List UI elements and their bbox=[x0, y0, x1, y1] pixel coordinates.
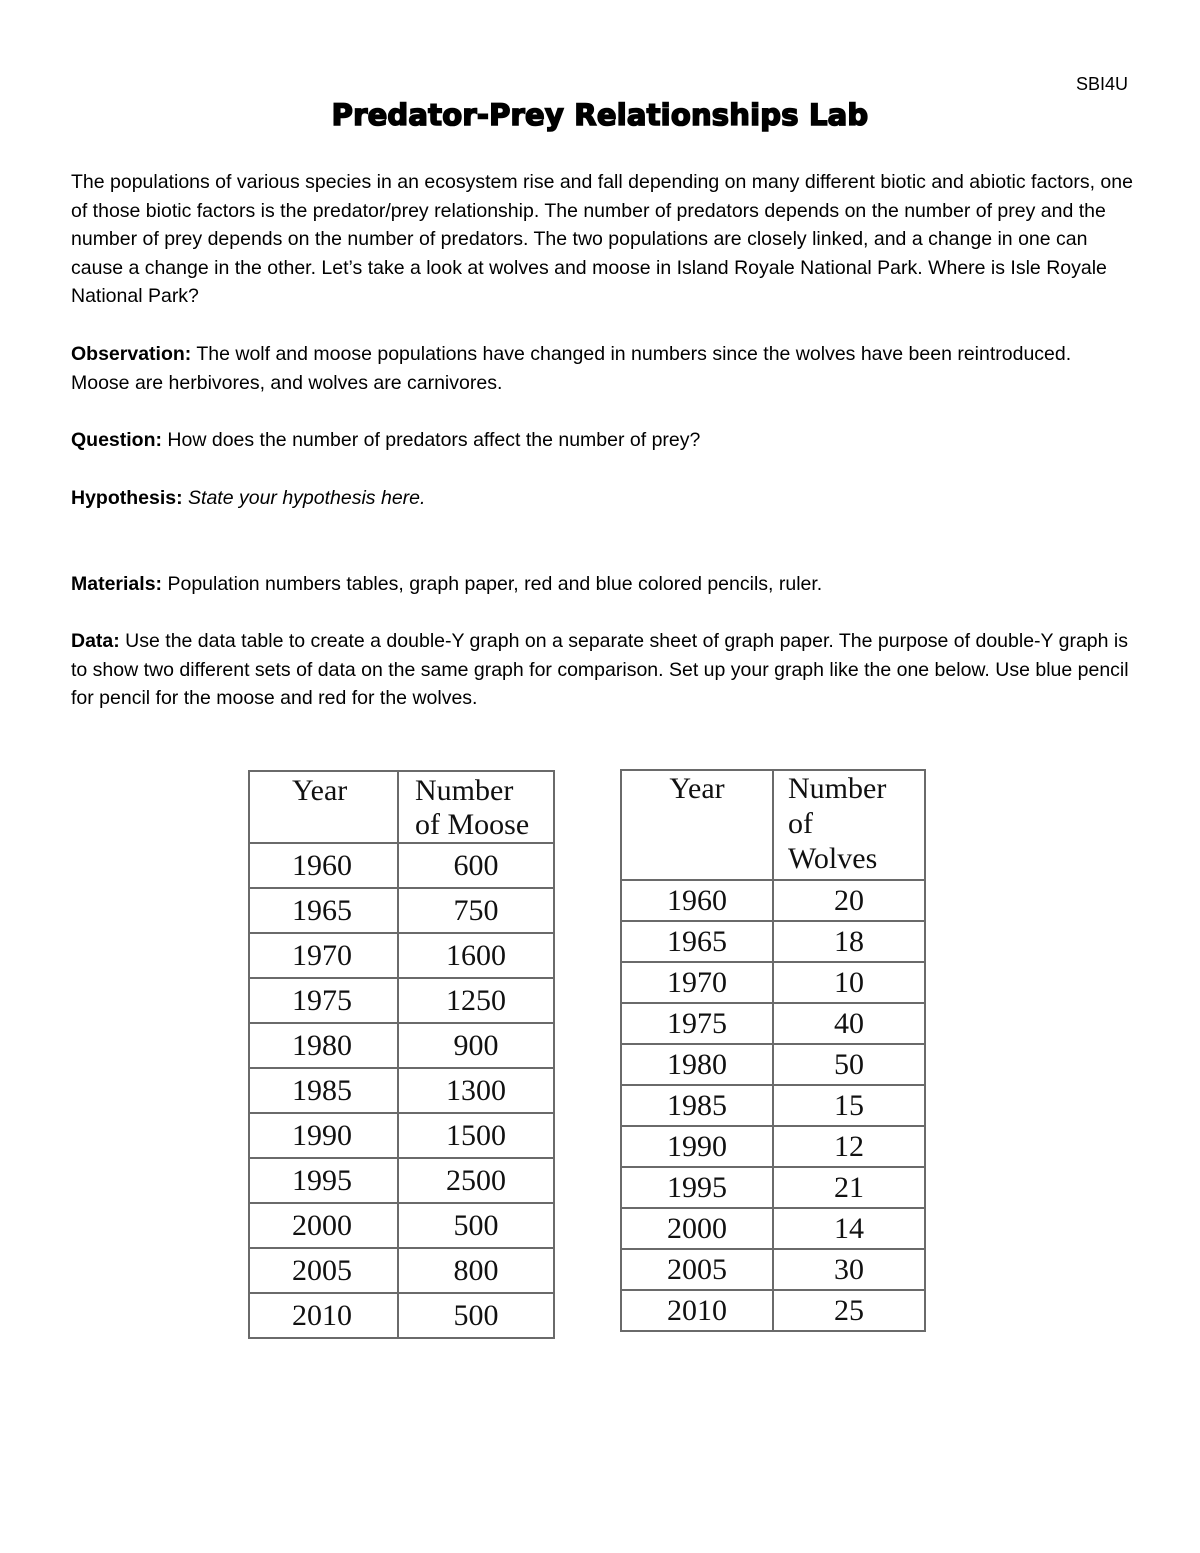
moose-year-cell: 1965 bbox=[249, 888, 398, 933]
wolf-year-cell: 2010 bbox=[621, 1290, 773, 1331]
wolf-table-row bbox=[621, 1003, 925, 1044]
wolf-header-line2: of bbox=[788, 807, 813, 840]
wolf-year-cell: 1970 bbox=[621, 962, 773, 1003]
wolf-table-row bbox=[621, 962, 925, 1003]
wolf-year-cell: 1965 bbox=[621, 921, 773, 962]
moose-year-cell: 1990 bbox=[249, 1113, 398, 1158]
wolf-header-line3: Wolves bbox=[788, 842, 878, 875]
wolf-table-row bbox=[621, 921, 925, 962]
moose-value-cell: 500 bbox=[398, 1203, 554, 1248]
moose-table-row bbox=[249, 1248, 554, 1293]
moose-table-row bbox=[249, 1068, 554, 1113]
moose-value-cell: 750 bbox=[398, 888, 554, 933]
wolf-table-row bbox=[621, 1126, 925, 1167]
moose-table-row bbox=[249, 1023, 554, 1068]
moose-value-cell: 500 bbox=[398, 1293, 554, 1338]
question-paragraph bbox=[71, 426, 1133, 455]
wolf-year-cell: 1985 bbox=[621, 1085, 773, 1126]
wolf-table-row bbox=[621, 1044, 925, 1085]
materials-label: Materials: bbox=[71, 573, 163, 595]
moose-table-row bbox=[249, 888, 554, 933]
hypothesis-paragraph bbox=[71, 484, 1133, 513]
moose-value-cell: 900 bbox=[398, 1023, 554, 1068]
moose-table-row bbox=[249, 1113, 554, 1158]
data-label: Data: bbox=[71, 630, 120, 652]
question-label: Question: bbox=[71, 429, 162, 451]
moose-year-cell: 1975 bbox=[249, 978, 398, 1023]
moose-year-cell: 1980 bbox=[249, 1023, 398, 1068]
wolf-table-row bbox=[621, 1085, 925, 1126]
materials-text: Population numbers tables, graph paper, red and blue colored pencils, ruler. bbox=[162, 573, 823, 595]
wolf-value-cell: 40 bbox=[773, 1003, 925, 1044]
moose-year-cell: 1995 bbox=[249, 1158, 398, 1203]
moose-header-number bbox=[398, 771, 554, 843]
wolf-year-cell: 1990 bbox=[621, 1126, 773, 1167]
wolf-value-cell: 10 bbox=[773, 962, 925, 1003]
moose-year-cell: 2010 bbox=[249, 1293, 398, 1338]
moose-table-row bbox=[249, 1158, 554, 1203]
wolf-table-row bbox=[621, 1249, 925, 1290]
wolf-year-cell: 1975 bbox=[621, 1003, 773, 1044]
moose-table-row bbox=[249, 843, 554, 888]
moose-value-cell: 1250 bbox=[398, 978, 554, 1023]
wolf-value-cell: 21 bbox=[773, 1167, 925, 1208]
moose-value-cell: 600 bbox=[398, 843, 554, 888]
moose-header-line1: Number bbox=[415, 774, 514, 807]
moose-year-cell: 1985 bbox=[249, 1068, 398, 1113]
moose-year-cell: 2005 bbox=[249, 1248, 398, 1293]
moose-year-cell: 1970 bbox=[249, 933, 398, 978]
wolf-year-cell: 1995 bbox=[621, 1167, 773, 1208]
observation-text: The wolf and moose populations have changed in numbers since the wolves have been reintroduced. Moose are herbivores, and wolves are carnivores. bbox=[71, 343, 1072, 394]
wolf-table-row bbox=[621, 880, 925, 921]
data-text: Use the data table to create a double-Y graph on a separate sheet of graph paper. The purpose of double-Y graph is to show two different sets of data on the same graph for comparison. Set up your graph like the one below. Use blue pencil for pencil for the moose and red for the wolves. bbox=[71, 630, 1129, 710]
materials-paragraph bbox=[71, 570, 1133, 599]
wolf-value-cell: 15 bbox=[773, 1085, 925, 1126]
moose-value-cell: 1300 bbox=[398, 1068, 554, 1113]
moose-table-row bbox=[249, 978, 554, 1023]
wolf-value-cell: 50 bbox=[773, 1044, 925, 1085]
moose-table-header-row bbox=[249, 771, 554, 843]
moose-header-line2: of Moose bbox=[415, 808, 530, 841]
wolf-value-cell: 30 bbox=[773, 1249, 925, 1290]
moose-table-row bbox=[249, 1293, 554, 1338]
data-paragraph bbox=[71, 627, 1133, 713]
intro-paragraph: The populations of various species in an ecosystem rise and fall depending on many different biotic and abiotic factors, one of those biotic factors is the predator/prey relationship. The number of predators depends on the number of prey and the number of prey depends on the number of predators. The two populations are closely linked, and a change in one can cause a change in the other. Let’s take a look at wolves and moose in Island Royale National Park. Where is Isle Royale National Park? bbox=[71, 171, 1133, 308]
moose-table-row bbox=[249, 933, 554, 978]
moose-value-cell: 1600 bbox=[398, 933, 554, 978]
wolf-year-cell: 2005 bbox=[621, 1249, 773, 1290]
moose-population-table bbox=[248, 770, 555, 1339]
wolf-header-year: Year bbox=[621, 770, 773, 880]
wolf-value-cell: 20 bbox=[773, 880, 925, 921]
wolf-header-line1: Number bbox=[788, 772, 887, 805]
moose-value-cell: 800 bbox=[398, 1248, 554, 1293]
wolf-table-row bbox=[621, 1290, 925, 1331]
moose-year-cell: 1960 bbox=[249, 843, 398, 888]
observation-label: Observation: bbox=[71, 343, 192, 365]
moose-value-cell: 2500 bbox=[398, 1158, 554, 1203]
moose-value-cell: 1500 bbox=[398, 1113, 554, 1158]
wolf-year-cell: 1960 bbox=[621, 880, 773, 921]
course-code: SBI4U bbox=[1075, 74, 1128, 94]
wolf-header-number bbox=[773, 770, 925, 880]
moose-header-year: Year bbox=[249, 771, 398, 843]
wolf-year-cell: 2000 bbox=[621, 1208, 773, 1249]
moose-table-row bbox=[249, 1203, 554, 1248]
moose-year-cell: 2000 bbox=[249, 1203, 398, 1248]
wolf-value-cell: 18 bbox=[773, 921, 925, 962]
wolf-value-cell: 25 bbox=[773, 1290, 925, 1331]
wolf-table-row bbox=[621, 1208, 925, 1249]
hypothesis-text: State your hypothesis here. bbox=[188, 487, 426, 509]
hypothesis-label: Hypothesis: bbox=[71, 487, 183, 509]
wolf-value-cell: 12 bbox=[773, 1126, 925, 1167]
page-title: Predator-Prey Relationships Lab bbox=[331, 98, 869, 132]
wolf-table-row bbox=[621, 1167, 925, 1208]
wolf-table-header-row bbox=[621, 770, 925, 880]
question-text: How does the number of predators affect the number of prey? bbox=[162, 429, 701, 451]
observation-paragraph bbox=[71, 340, 1133, 397]
wolf-year-cell: 1980 bbox=[621, 1044, 773, 1085]
wolf-population-table bbox=[620, 769, 926, 1332]
wolf-value-cell: 14 bbox=[773, 1208, 925, 1249]
